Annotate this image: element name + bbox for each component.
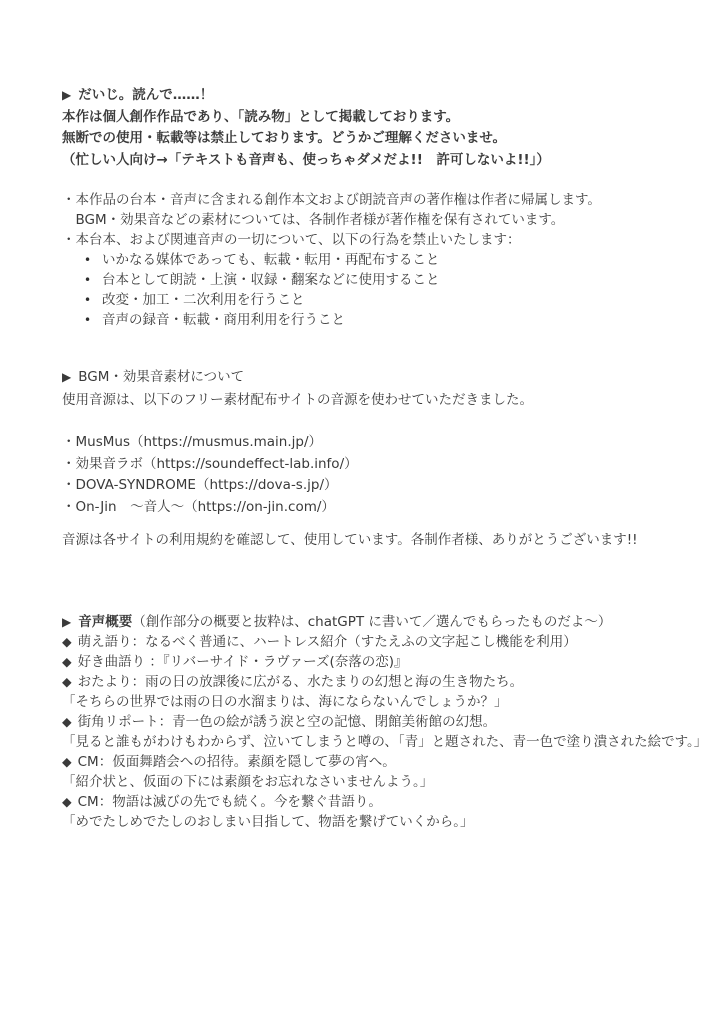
bgm-heading: [62, 366, 684, 389]
bgm-thanks: 音源は各サイトの利用規約を確認して、使用しています。各制作者様、ありがとうございます!!: [62, 532, 638, 548]
prohibited-item: [62, 310, 684, 330]
bgm-intro: 使用音源は、以下のフリー素材配布サイトの音源を使わせていただきました。: [62, 392, 534, 408]
bgm-heading-text: BGM・効果音素材について: [78, 369, 245, 385]
source-list: [62, 432, 684, 518]
summary-item: [62, 712, 684, 732]
source-item: ・On-Jin ～音人～（https://on-jin.com/）: [62, 498, 335, 515]
summary-item-text: おたより：雨の日の放課後に広がる、水たまりの幻想と海の生き物たち。: [77, 674, 524, 690]
section-notice: [62, 85, 684, 171]
section-audio-summary: [62, 612, 708, 832]
summary-quote: 「そちらの世界では雨の日の水溜まりは、海にならないんでしょうか？」: [62, 694, 508, 710]
section-rights: [62, 190, 684, 330]
bullet-icon: •: [84, 253, 92, 267]
summary-quote: 「紹介状と、仮面の下には素顔をお忘れなさいませんよう。」: [62, 774, 434, 790]
diamond-marker-icon: ◆: [62, 794, 72, 809]
triangle-marker-icon: ▶: [62, 88, 72, 102]
prohibited-item: [62, 270, 684, 290]
summary-quote: 「見ると誰もがわけもわからず、泣いてしまうと噂の、「青」と題された、青一色で塗り潰された絵です。」: [62, 734, 708, 750]
bullet-icon: •: [84, 293, 92, 307]
diamond-marker-icon: ◆: [62, 674, 72, 689]
prohibited-item-text: いかなる媒体であっても、転載・転用・再配布すること: [102, 252, 440, 268]
prohibited-item-text: 音声の録音・転載・商用利用を行うこと: [102, 312, 345, 328]
summary-item: [62, 652, 684, 672]
notice-line: 無断での使用・転載等は禁止しております。どうかご理解くださいませ。: [62, 130, 507, 146]
summary-item: [62, 752, 684, 772]
summary-heading-note: （創作部分の概要と抜粋は、chatGPT に書いて／選んでもらったものだよ～）: [132, 614, 612, 630]
rights-line: ・本台本、および関連音声の一切について、以下の行為を禁止いたします：: [62, 232, 521, 248]
notice-line: （忙しい人向け→「テキストも音声も、使っちゃダメだよ!! 許可しないよ!!」）: [62, 151, 550, 168]
summary-item: [62, 632, 684, 652]
summary-item-text: 好き曲語り ：『リバーサイド・ラヴァーズ(奈落の恋)』: [77, 654, 408, 670]
prohibited-item: [62, 290, 684, 310]
summary-item-text: 萌え語り：なるべく普通に、ハートレス紹介（すたえふの文字起こし機能を利用）: [77, 634, 577, 650]
summary-item-text: CM：物語は滅びの先でも続く。今を繋ぐ昔語り。: [77, 794, 382, 810]
summary-item-text: 街角リポート：青一色の絵が誘う涙と空の記憶、閉館美術館の幻想。: [77, 714, 497, 730]
diamond-marker-icon: ◆: [62, 654, 72, 669]
diamond-marker-icon: ◆: [62, 714, 72, 729]
notice-heading: [62, 85, 684, 107]
rights-line: BGM・効果音などの素材については、各制作者様が著作権を保有されています。: [62, 212, 565, 228]
triangle-marker-icon: ▶: [62, 370, 72, 384]
prohibited-item-text: 台本として朗読・上演・収録・翻案などに使用すること: [102, 272, 440, 288]
notice-line: 本作は個人創作作品であり、「読み物」として掲載しております。: [62, 108, 460, 125]
triangle-marker-icon: ▶: [62, 615, 72, 629]
bullet-icon: •: [84, 273, 92, 287]
summary-item: [62, 672, 684, 692]
source-item: ・DOVA-SYNDROME（https://dova-s.jp/）: [62, 477, 338, 493]
prohibited-item-text: 改変・加工・二次利用を行うこと: [102, 292, 305, 308]
summary-heading-text: 音声概要: [78, 614, 133, 630]
rights-line: ・本作品の台本・音声に含まれる創作本文および朗読音声の著作権は作者に帰属します。: [62, 192, 601, 208]
notice-heading-text: だいじ。読んで……！: [78, 87, 214, 103]
summary-item-text: CM：仮面舞踏会への招待。素顔を隠して夢の宵へ。: [77, 754, 396, 770]
diamond-marker-icon: ◆: [62, 754, 72, 769]
prohibited-item: [62, 250, 684, 270]
bullet-icon: •: [84, 313, 92, 327]
section-bgm-credits: [62, 366, 684, 551]
summary-item: [62, 792, 684, 812]
summary-heading: [62, 612, 684, 632]
source-item: ・効果音ラボ（https://soundeffect-lab.info/）: [62, 455, 358, 472]
source-item: ・MusMus（https://musmus.main.jp/）: [62, 434, 323, 450]
diamond-marker-icon: ◆: [62, 634, 72, 649]
summary-quote: 「めでたしめでたしのおしまい目指して、物語を繋げていくから。」: [62, 814, 474, 830]
